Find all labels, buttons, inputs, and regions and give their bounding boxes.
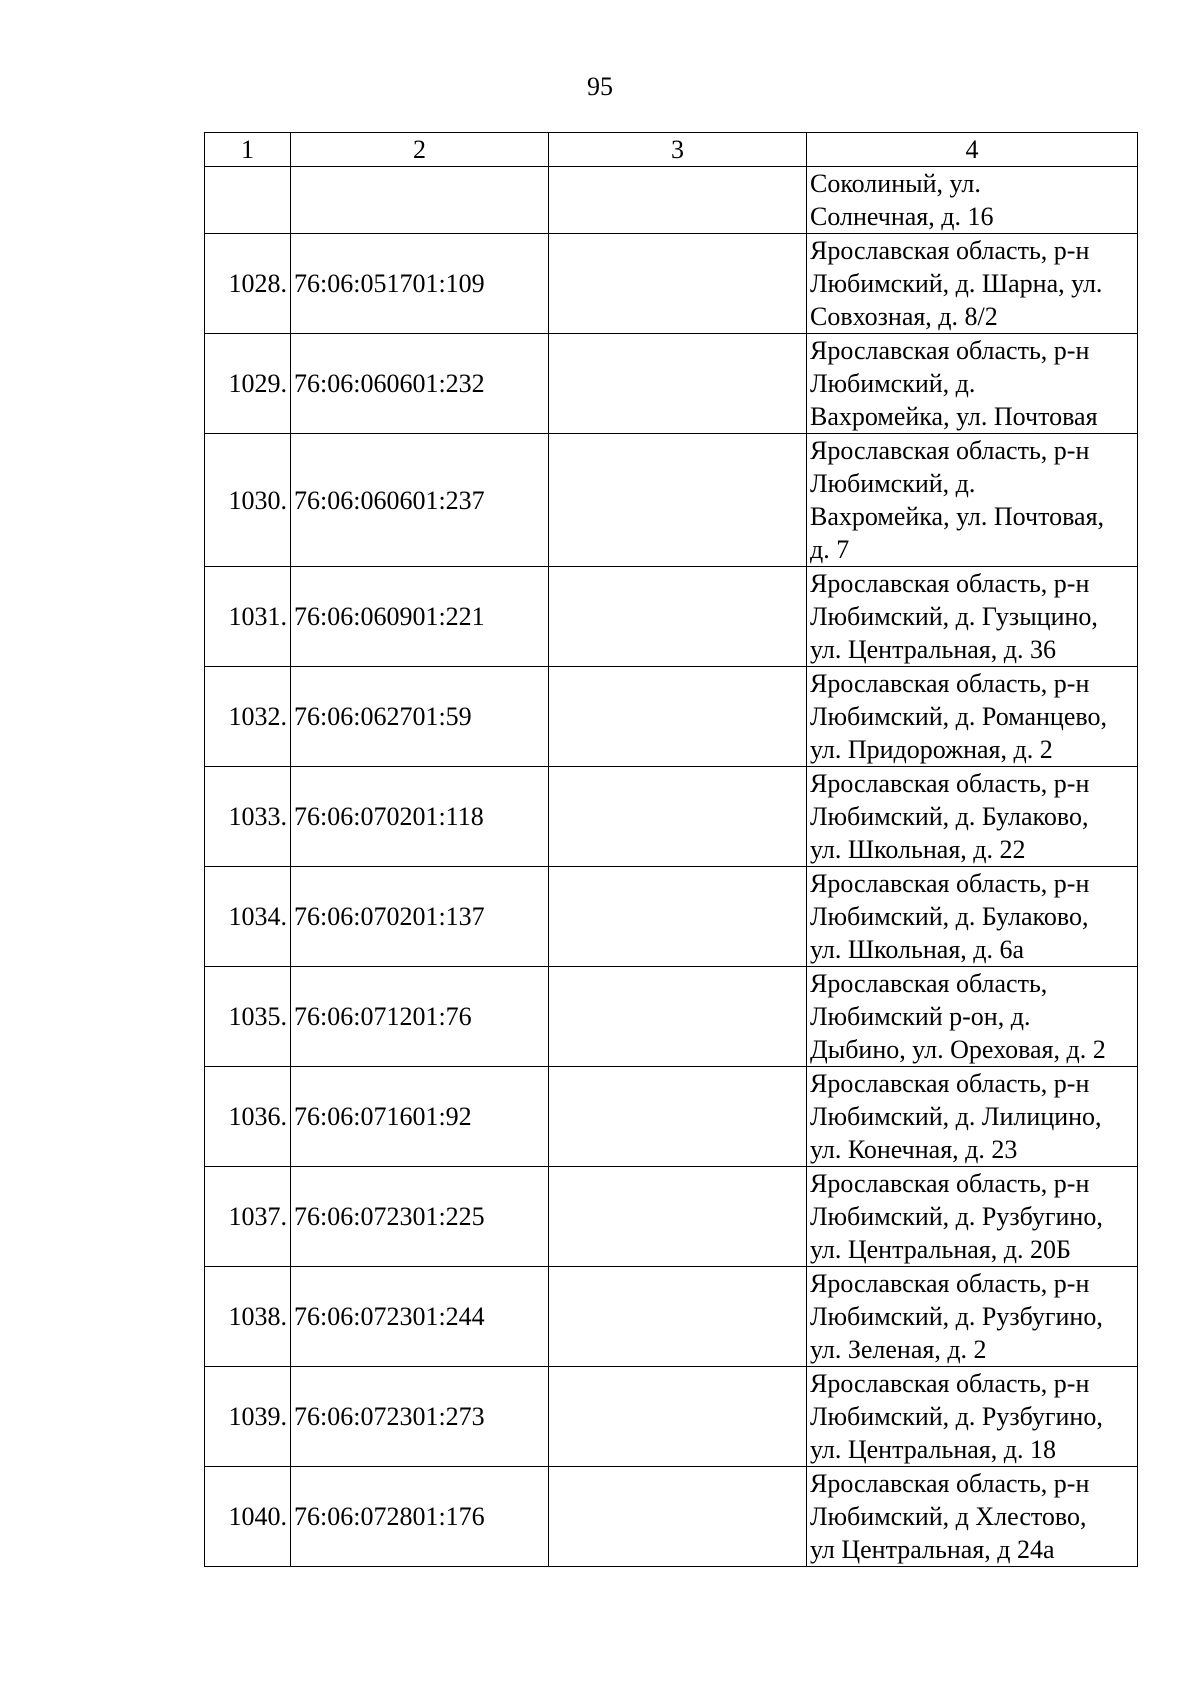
column-3-cell xyxy=(549,167,807,234)
table-row xyxy=(205,1367,1138,1467)
row-number: 1035. xyxy=(205,967,291,1067)
address-line: Ярославская область, р-н xyxy=(810,1269,1090,1298)
table-row xyxy=(205,567,1138,667)
cadastral-number: 76:06:060901:221 xyxy=(291,567,549,667)
address-line: Любимский, д. Булаково, xyxy=(810,902,1089,931)
table-row xyxy=(205,167,1138,234)
cadastral-number: 76:06:071601:92 xyxy=(291,1067,549,1167)
address-line: ул. Зеленая, д. 2 xyxy=(810,1335,987,1364)
address-cell xyxy=(807,767,1138,867)
address-line: Дыбино, ул. Ореховая, д. 2 xyxy=(810,1035,1106,1064)
column-3-cell xyxy=(549,567,807,667)
address-line: Ярославская область, р-н xyxy=(810,869,1090,898)
row-number: 1031. xyxy=(205,567,291,667)
table-body xyxy=(205,167,1138,1567)
address-line: Любимский р-он, д. xyxy=(810,1002,1031,1031)
column-3-cell xyxy=(549,967,807,1067)
row-number: 1033. xyxy=(205,767,291,867)
table-row xyxy=(205,1267,1138,1367)
cadastral-number: 76:06:072801:176 xyxy=(291,1467,549,1567)
row-number: 1039. xyxy=(205,1367,291,1467)
address-line: Соколиный, ул. xyxy=(810,169,981,198)
address-line: Любимский, д. Романцево, xyxy=(810,702,1107,731)
address-line: ул. Придорожная, д. 2 xyxy=(810,735,1053,764)
address-line: Любимский, д. xyxy=(810,469,976,498)
table-row xyxy=(205,1467,1138,1567)
address-line: Ярославская область, р-н xyxy=(810,1169,1090,1198)
cadastral-number: 76:06:072301:273 xyxy=(291,1367,549,1467)
row-number: 1030. xyxy=(205,434,291,567)
cadastral-number xyxy=(291,167,549,234)
page-number: 95 xyxy=(587,72,613,101)
table-row xyxy=(205,867,1138,967)
row-number xyxy=(205,167,291,234)
row-number: 1036. xyxy=(205,1067,291,1167)
address-line: ул. Центральная, д. 36 xyxy=(810,635,1056,664)
column-3-cell xyxy=(549,334,807,434)
table-row xyxy=(205,1067,1138,1167)
address-cell xyxy=(807,1467,1138,1567)
address-line: Ярославская область, р-н xyxy=(810,236,1090,265)
table-row xyxy=(205,234,1138,334)
cadastral-number: 76:06:060601:232 xyxy=(291,334,549,434)
address-line: ул. Конечная, д. 23 xyxy=(810,1135,1018,1164)
column-3-cell xyxy=(549,1267,807,1367)
cadastral-number: 76:06:071201:76 xyxy=(291,967,549,1067)
address-line: Любимский, д. Булаково, xyxy=(810,802,1089,831)
address-cell xyxy=(807,167,1138,234)
address-line: Совхозная, д. 8/2 xyxy=(810,302,998,331)
cadastral-number: 76:06:072301:244 xyxy=(291,1267,549,1367)
address-cell xyxy=(807,1267,1138,1367)
table-row xyxy=(205,334,1138,434)
registry-table xyxy=(204,132,1138,1567)
table-row xyxy=(205,967,1138,1067)
address-cell xyxy=(807,567,1138,667)
address-cell xyxy=(807,1367,1138,1467)
column-3-cell xyxy=(549,1167,807,1267)
address-line: д. 7 xyxy=(810,535,850,564)
row-number: 1032. xyxy=(205,667,291,767)
table-row xyxy=(205,767,1138,867)
row-number: 1037. xyxy=(205,1167,291,1267)
address-line: Ярославская область, р-н xyxy=(810,669,1090,698)
address-line: Любимский, д. Шарна, ул. xyxy=(810,269,1103,298)
address-line: ул. Школьная, д. 22 xyxy=(810,835,1026,864)
address-cell xyxy=(807,667,1138,767)
address-line: Любимский, д Хлестово, xyxy=(810,1502,1087,1531)
address-line: ул. Центральная, д. 18 xyxy=(810,1435,1056,1464)
cadastral-number: 76:06:051701:109 xyxy=(291,234,549,334)
cadastral-number: 76:06:060601:237 xyxy=(291,434,549,567)
column-header-1: 1 xyxy=(205,133,291,167)
table-row xyxy=(205,667,1138,767)
address-cell xyxy=(807,1067,1138,1167)
column-3-cell xyxy=(549,767,807,867)
column-3-cell xyxy=(549,1067,807,1167)
header-row xyxy=(205,133,1138,167)
column-3-cell xyxy=(549,234,807,334)
row-number: 1040. xyxy=(205,1467,291,1567)
row-number: 1028. xyxy=(205,234,291,334)
column-3-cell xyxy=(549,867,807,967)
table-row xyxy=(205,434,1138,567)
cadastral-number: 76:06:062701:59 xyxy=(291,667,549,767)
column-header-4: 4 xyxy=(807,133,1138,167)
address-cell xyxy=(807,434,1138,567)
address-line: Любимский, д. xyxy=(810,369,976,398)
column-3-cell xyxy=(549,1467,807,1567)
address-line: ул. Центральная, д. 20Б xyxy=(810,1235,1071,1264)
address-line: Ярославская область, р-н xyxy=(810,1369,1090,1398)
row-number: 1038. xyxy=(205,1267,291,1367)
address-line: Любимский, д. Лилицино, xyxy=(810,1102,1102,1131)
address-line: Ярославская область, р-н xyxy=(810,336,1090,365)
address-line: Солнечная, д. 16 xyxy=(810,202,994,231)
column-3-cell xyxy=(549,1367,807,1467)
row-number: 1034. xyxy=(205,867,291,967)
address-line: Любимский, д. Гузыцино, xyxy=(810,602,1098,631)
table-row xyxy=(205,1167,1138,1267)
cadastral-number: 76:06:070201:118 xyxy=(291,767,549,867)
address-cell xyxy=(807,334,1138,434)
address-line: ул. Школьная, д. 6а xyxy=(810,935,1025,964)
column-3-cell xyxy=(549,434,807,567)
address-line: Любимский, д. Рузбугино, xyxy=(810,1302,1103,1331)
column-header-3: 3 xyxy=(549,133,807,167)
row-number: 1029. xyxy=(205,334,291,434)
address-line: Ярославская область, р-н xyxy=(810,436,1090,465)
address-cell xyxy=(807,234,1138,334)
address-cell xyxy=(807,967,1138,1067)
address-line: Любимский, д. Рузбугино, xyxy=(810,1402,1103,1431)
column-3-cell xyxy=(549,667,807,767)
address-cell xyxy=(807,1167,1138,1267)
column-header-2: 2 xyxy=(291,133,549,167)
address-line: Ярославская область, р-н xyxy=(810,569,1090,598)
address-line: Вахромейка, ул. Почтовая, xyxy=(810,502,1105,531)
address-line: Ярославская область, xyxy=(810,969,1048,998)
address-line: Любимский, д. Рузбугино, xyxy=(810,1202,1103,1231)
cadastral-number: 76:06:070201:137 xyxy=(291,867,549,967)
address-line: Вахромейка, ул. Почтовая xyxy=(810,402,1098,431)
address-line: ул Центральная, д 24а xyxy=(810,1535,1055,1564)
address-line: Ярославская область, р-н xyxy=(810,1469,1090,1498)
address-line: Ярославская область, р-н xyxy=(810,769,1090,798)
cadastral-number: 76:06:072301:225 xyxy=(291,1167,549,1267)
address-line: Ярославская область, р-н xyxy=(810,1069,1090,1098)
address-cell xyxy=(807,867,1138,967)
